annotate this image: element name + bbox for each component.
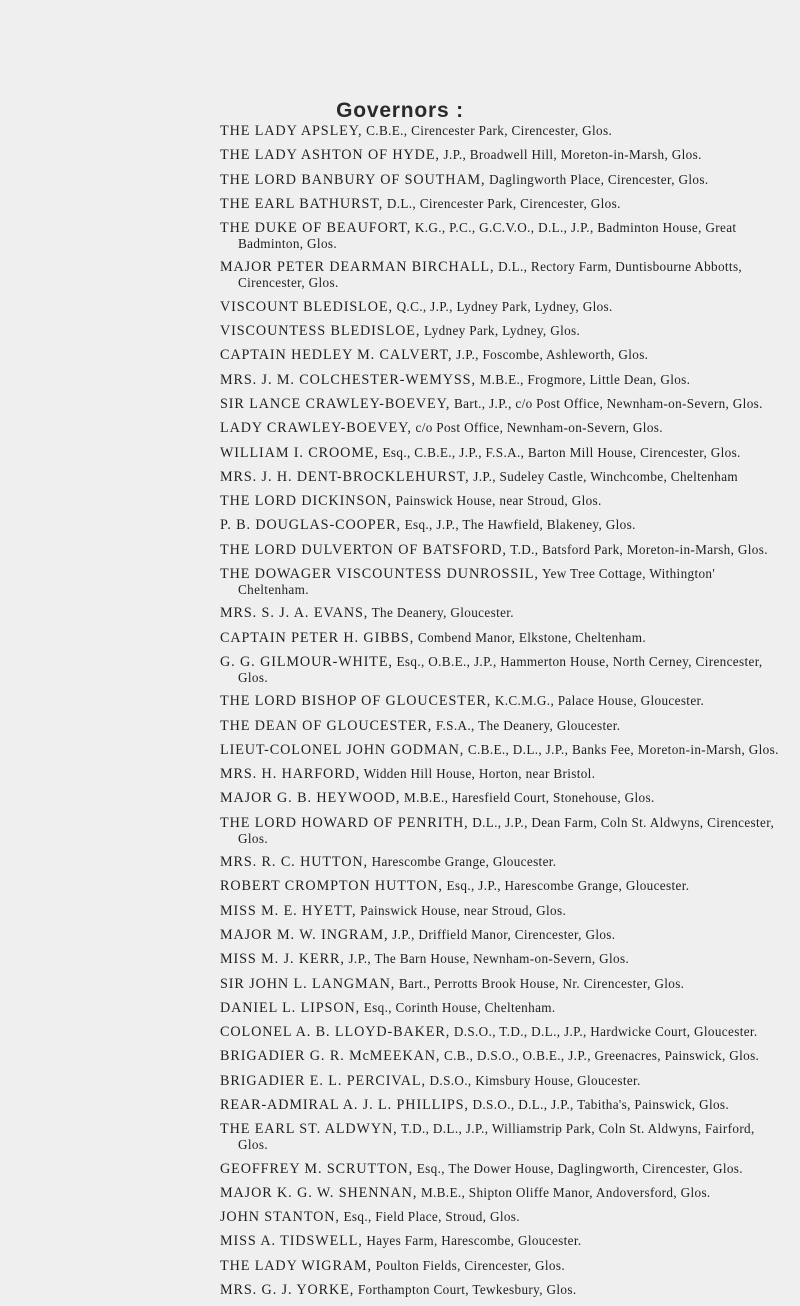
governor-detail: J.P., Sudeley Castle, Winchcombe, Cheltenham [473,468,739,484]
governor-detail: D.S.O., T.D., D.L., J.P., Hardwicke Court, Gloucester. [453,1024,758,1040]
governor-name: MRS. J. M. COLCHESTER-WEMYSS, [220,371,476,388]
governor-detail: Esq., C.B.E., J.P., F.S.A., Barton Mill House, Cirencester, Glos. [382,444,741,460]
governor-entry [220,220,780,251]
governor-detail: J.P., Driffield Manor, Cirencester, Glos. [392,926,616,942]
governor-name: MAJOR M. W. INGRAM, [220,926,389,943]
governor-detail: J.P., The Barn House, Newnham-on-Severn, Glos. [348,951,630,967]
governor-entry [220,323,780,339]
governor-detail: Yew Tree Cottage, Withington' Cheltenham. [238,566,716,598]
governor-entry [220,299,780,315]
governor-detail: D.L., Cirencester Park, Cirencester, Glos. [386,195,621,211]
governor-detail: Esq., The Dower House, Daglingworth, Cirencester, Glos. [416,1160,743,1176]
governor-entry [220,259,780,290]
governor-detail: Combend Manor, Elkstone, Cheltenham. [417,629,646,645]
governor-detail: M.B.E., Frogmore, Little Dean, Glos. [479,371,691,387]
governor-entry [220,854,780,870]
governor-name: LIEUT-COLONEL JOHN GODMAN, [220,741,465,758]
governor-name: SIR LANCE CRAWLEY-BOEVEY, [220,395,451,412]
governor-entry [220,976,780,992]
governor-entry [220,420,780,436]
governor-name: G. G. GILMOUR-WHITE, [220,653,393,670]
governor-detail: K.C.M.G., Palace House, Gloucester. [494,693,705,709]
governor-entry [220,903,780,919]
governor-detail: J.P., Broadwell Hill, Moreton-in-Marsh, Glos. [443,147,702,163]
governor-detail: Hayes Farm, Harescombe, Gloucester. [366,1233,582,1249]
governor-entry [220,347,780,363]
governor-name: MISS A. TIDSWELL, [220,1233,363,1250]
governor-name: MRS. G. J. YORKE, [220,1282,355,1299]
governor-name: THE DOWAGER VISCOUNTESS DUNROSSIL, [220,566,539,583]
governor-detail: c/o Post Office, Newnham-on-Severn, Glos. [415,420,663,436]
governor-detail: Poulton Fields, Cirencester, Glos. [375,1257,565,1273]
governor-entry [220,790,780,806]
governor-entry [220,1024,780,1040]
governor-name: THE LORD BANBURY OF SOUTHAM, [220,171,486,188]
governor-name: GEOFFREY M. SCRUTTON, [220,1160,414,1177]
governor-detail: Daglingworth Place, Cirencester, Glos. [489,171,709,187]
governor-name: COLONEL A. B. LLOYD-BAKER, [220,1024,451,1041]
governor-entry [220,630,780,646]
governor-entry [220,654,780,685]
governor-name: REAR-ADMIRAL A. J. L. PHILLIPS, [220,1096,469,1113]
governor-name: SIR JOHN L. LANGMAN, [220,975,396,992]
governor-name: THE LADY ASHTON OF HYDE, [220,147,440,164]
governor-name: JOHN STANTON, [220,1209,340,1226]
governor-name: MAJOR PETER DEARMAN BIRCHALL, [220,259,495,276]
governor-entry [220,147,780,163]
governor-entry [220,815,780,846]
governor-name: THE LADY APSLEY, [220,123,363,139]
governor-detail: K.G., P.C., G.C.V.O., D.L., J.P., Badminton House, Great Badminton, Glos. [238,220,737,252]
governor-detail: C.B.E., D.L., J.P., Banks Fee, Moreton-in-Marsh, Glos. [467,741,779,757]
governor-detail: Lydney Park, Lydney, Glos. [423,323,581,339]
governor-detail: J.P., Foscombe, Ashleworth, Glos. [456,347,649,363]
governor-entry [220,1121,780,1152]
governor-name: THE LADY WIGRAM, [220,1257,372,1274]
governor-detail: M.B.E., Haresfield Court, Stonehouse, Glos. [404,790,655,806]
governor-name: CAPTAIN HEDLEY M. CALVERT, [220,347,453,364]
governor-detail: F.S.A., The Deanery, Gloucester. [435,717,621,733]
governor-entry [220,1048,780,1064]
governor-name: MAJOR G. B. HEYWOOD, [220,790,401,807]
governor-name: THE DUKE OF BEAUFORT, [220,220,412,237]
governor-entry [220,742,780,758]
governor-entry [220,542,780,558]
governor-name: MISS M. E. HYETT, [220,902,357,919]
governor-entry [220,1258,780,1274]
governor-entry [220,951,780,967]
governor-entry [220,878,780,894]
governor-detail: Esq., Corinth House, Cheltenham. [363,999,556,1015]
governor-detail: D.S.O., Kimsbury House, Gloucester. [429,1072,641,1088]
governor-name: THE DEAN OF GLOUCESTER, [220,717,433,734]
governor-name: BRIGADIER G. R. McMEEKAN, [220,1048,441,1065]
governor-detail: Esq., J.P., Harescombe Grange, Gloucester. [446,878,690,894]
governor-detail: D.S.O., D.L., J.P., Tabitha's, Painswick, Glos. [472,1096,730,1112]
governor-detail: Widden Hill House, Horton, near Bristol. [363,766,596,782]
governor-entry [220,566,780,597]
governor-entry [220,693,780,709]
governor-name: THE EARL ST. ALDWYN, [220,1121,398,1138]
governor-detail: T.D., D.L., J.P., Williamstrip Park, Coln St. Aldwyns, Fairford, Glos. [238,1121,755,1153]
governor-name: ROBERT CROMPTON HUTTON, [220,878,443,895]
governor-entry [220,1097,780,1113]
governor-detail: Bart., J.P., c/o Post Office, Newnham-on-Severn, Glos. [454,395,763,411]
governor-name: DANIEL L. LIPSON, [220,999,361,1016]
governor-detail: Painswick House, near Stroud, Glos. [395,493,602,509]
governor-entry [220,172,780,188]
governor-entry [220,372,780,388]
governor-detail: Esq., J.P., The Hawfield, Blakeney, Glos. [404,517,636,533]
governor-entry [220,1233,780,1249]
governor-name: MRS. J. H. DENT-BROCKLEHURST, [220,468,470,485]
governor-name: THE LORD DULVERTON OF BATSFORD, [220,541,507,558]
governors-list [220,123,780,1306]
governor-name: WILLIAM I. CROOME, [220,444,379,461]
governor-entry [220,718,780,734]
governor-entry [220,1282,780,1298]
governor-entry [220,493,780,509]
governor-entry [220,605,780,621]
governor-name: THE LORD DICKINSON, [220,493,392,510]
governor-name: P. B. DOUGLAS-COOPER, [220,517,401,534]
governor-detail: Esq., O.B.E., J.P., Hammerton House, North Cerney, Cirencester, Glos. [238,653,763,685]
governor-entry [220,766,780,782]
governor-name: BRIGADIER E. L. PERCIVAL, [220,1072,426,1089]
governor-detail: Harescombe Grange, Gloucester. [371,854,557,870]
governor-detail: Q.C., J.P., Lydney Park, Lydney, Glos. [396,298,613,314]
governor-entry [220,396,780,412]
governor-detail: M.B.E., Shipton Oliffe Manor, Andoversford, Glos. [420,1184,711,1200]
governor-entry [220,1161,780,1177]
governor-entry [220,927,780,943]
governor-detail: T.D., Batsford Park, Moreton-in-Marsh, Glos. [510,541,768,557]
governor-name: CAPTAIN PETER H. GIBBS, [220,629,415,646]
governor-name: LADY CRAWLEY-BOEVEY, [220,420,412,437]
governor-entry [220,1073,780,1089]
governor-name: VISCOUNT BLEDISLOE, [220,298,393,315]
governor-name: MAJOR K. G. W. SHENNAN, [220,1184,418,1201]
governor-detail: Forthampton Court, Tewkesbury, Glos. [357,1282,577,1298]
governor-name: MRS. S. J. A. EVANS, [220,605,369,622]
governor-name: THE LORD BISHOP OF GLOUCESTER, [220,693,492,710]
governor-entry [220,1185,780,1201]
governor-name: MRS. R. C. HUTTON, [220,854,368,871]
governor-entry [220,123,780,139]
governor-entry [220,445,780,461]
governor-entry [220,196,780,212]
governor-name: THE EARL BATHURST, [220,195,384,212]
governor-detail: C.B., D.S.O., O.B.E., J.P., Greenacres, Painswick, Glos. [444,1048,760,1064]
governor-name: MISS M. J. KERR, [220,951,345,968]
governor-name: MRS. H. HARFORD, [220,766,361,783]
governor-detail: Esq., Field Place, Stroud, Glos. [343,1209,520,1225]
governor-detail: D.L., J.P., Dean Farm, Coln St. Aldwyns, Cirencester, Glos. [238,814,775,846]
governor-detail: Painswick House, near Stroud, Glos. [360,902,567,918]
governor-detail: C.B.E., Cirencester Park, Cirencester, Glos. [366,123,613,138]
governor-name: VISCOUNTESS BLEDISLOE, [220,323,421,340]
governor-entry [220,1000,780,1016]
page-title: Governors : [336,99,464,122]
governor-entry [220,1209,780,1225]
governor-entry [220,517,780,533]
governor-entry [220,469,780,485]
governor-detail: D.L., Rectory Farm, Duntisbourne Abbotts, Cirencester, Glos. [238,259,743,291]
governor-detail: Bart., Perrotts Brook House, Nr. Cirencester, Glos. [398,975,685,991]
governor-detail: The Deanery, Gloucester. [371,605,514,621]
governor-name: THE LORD HOWARD OF PENRITH, [220,814,469,831]
